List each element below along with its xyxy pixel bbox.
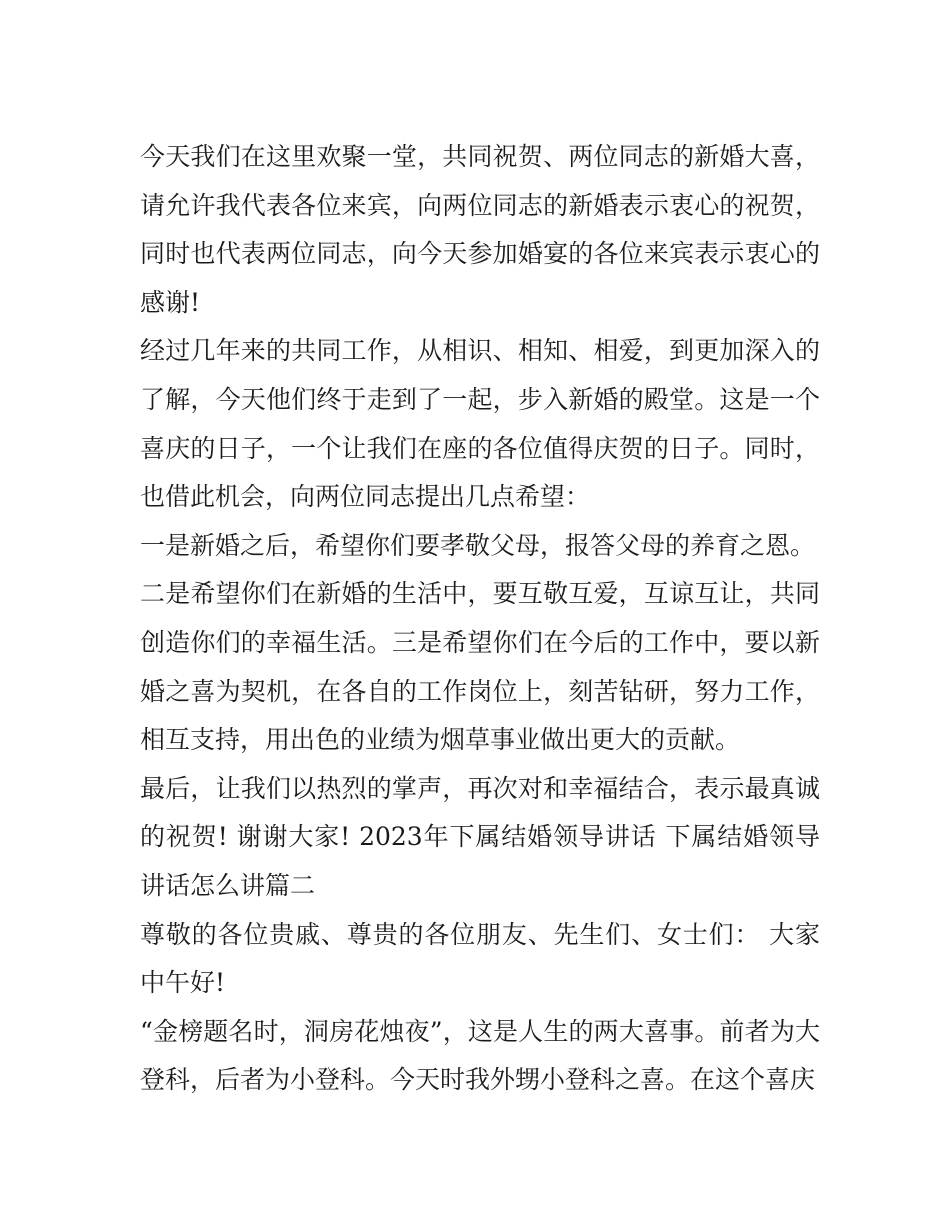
paragraph-4: 二是希望你们在新婚的生活中，要互敬互爱，互谅互让，共同创造你们的幸福生活。三是希望你们在今后的工作中，要以新婚之喜为契机，在各自的工作岗位上，刻苦钻研，努力工作，相互支持，用出色的业绩为烟草事业做出更大的贡献。: [140, 579, 820, 755]
paragraph-6: 尊敬的各位贵戚、尊贵的各位朋友、先生们、女士们： 大家中午好!: [140, 919, 820, 998]
paragraph-2: 经过几年来的共同工作，从相识、相知、相爱，到更加深入的了解，今天他们终于走到了一起，步入新婚的殿堂。这是一个喜庆的日子，一个让我们在座的各位值得庆贺的日子。同时，也借此机会，向两位同志提出几点希望：: [140, 336, 820, 512]
paragraph-7: “金榜题名时，洞房花烛夜”，这是人生的两大喜事。前者为大登科，后者为小登科。今天时我外甥小登科之喜。在这个喜庆: [140, 1016, 820, 1095]
paragraph-1: 今天我们在这里欢聚一堂，共同祝贺、两位同志的新婚大喜，请允许我代表各位来宾，向两位同志的新婚表示衷心的祝贺，同时也代表两位同志，向今天参加婚宴的各位来宾表示衷心的感谢!: [140, 142, 820, 317]
document-body: [140, 133, 820, 1105]
paragraph-5: 最后，让我们以热烈的掌声，再次对和幸福结合，表示最真诚的祝贺! 谢谢大家! 2023年下属结婚领导讲话 下属结婚领导讲话怎么讲篇二: [140, 773, 820, 900]
paragraph-3: 一是新婚之后，希望你们要孝敬父母，报答父母的养育之恩。: [140, 530, 816, 560]
